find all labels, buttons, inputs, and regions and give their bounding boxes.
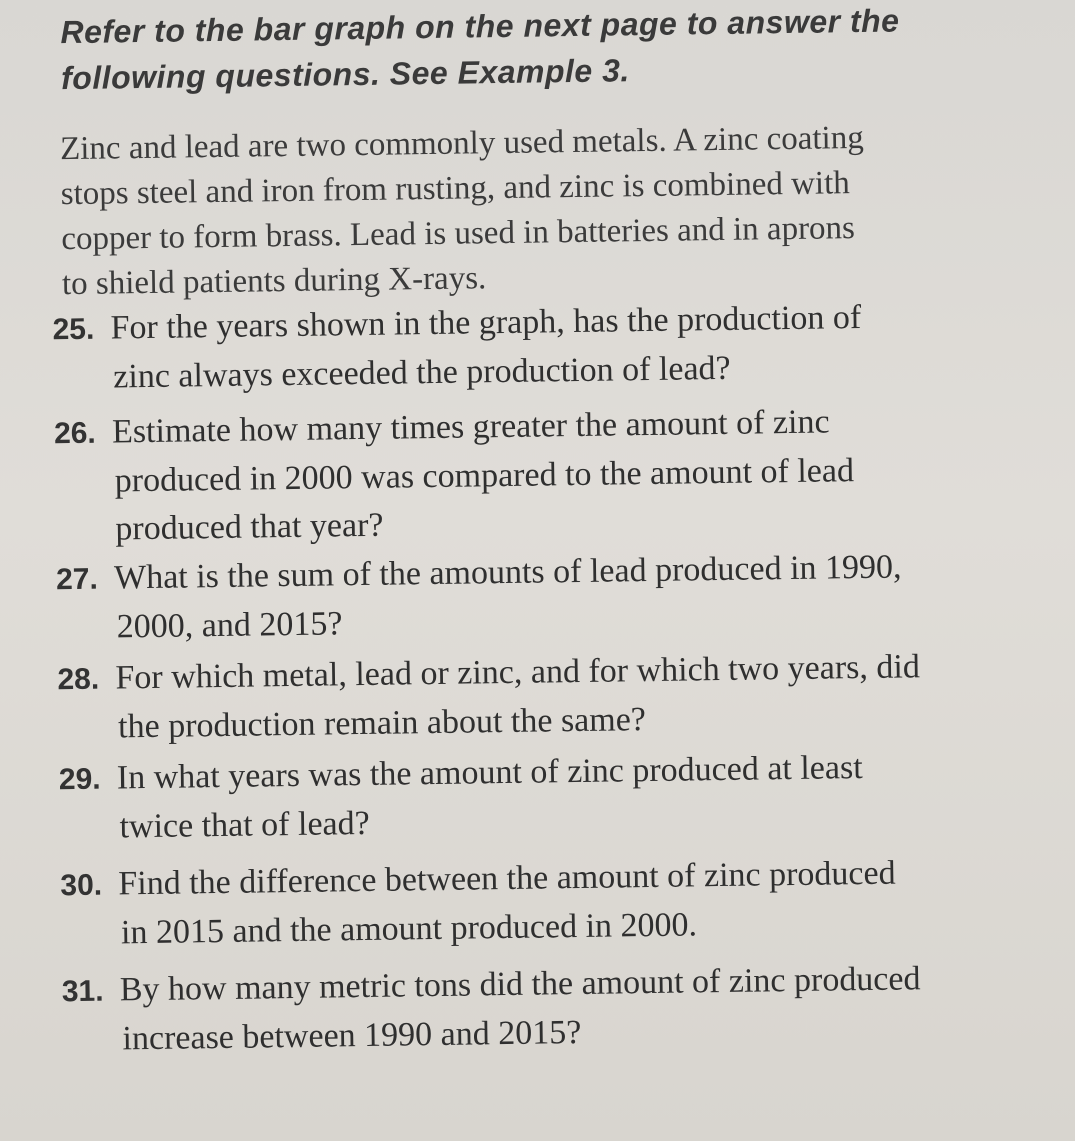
context-line-3: copper to form brass. Lead is used in batteries and in aprons bbox=[61, 210, 856, 258]
question-number: 31. bbox=[61, 974, 104, 1009]
question-number: 28. bbox=[57, 662, 100, 697]
context-line-2: stops steel and iron from rusting, and zinc is combined with bbox=[60, 165, 851, 213]
context-paragraph bbox=[60, 113, 1042, 307]
question-number: 30. bbox=[60, 868, 103, 903]
question-text: the production remain about the same? bbox=[117, 701, 647, 746]
question-number: 27. bbox=[55, 562, 99, 597]
question-text: Find the difference between the amount of zinc produced bbox=[118, 854, 896, 903]
question-25 bbox=[52, 291, 1043, 402]
question-text: 2000, and 2015? bbox=[116, 605, 343, 646]
instructions bbox=[60, 0, 1021, 101]
question-text: In what years was the amount of zinc produced at least bbox=[116, 749, 863, 797]
question-text: For the years shown in the graph, has the production of bbox=[110, 299, 862, 347]
question-text: Estimate how many times greater the amount of zinc bbox=[111, 403, 830, 451]
question-text: in 2015 and the amount produced in 2000. bbox=[120, 906, 698, 952]
question-26 bbox=[54, 395, 1046, 554]
question-text: twice that of lead? bbox=[119, 804, 370, 846]
question-28 bbox=[57, 641, 1048, 752]
question-number: 26. bbox=[53, 416, 97, 451]
question-30 bbox=[60, 847, 1051, 958]
instructions-line-2: following questions. See Example 3. bbox=[60, 52, 631, 97]
question-text: By how many metric tons did the amount of zinc produced bbox=[119, 960, 921, 1009]
instructions-line-1: Refer to the bar graph on the next page to answer the bbox=[60, 2, 900, 51]
question-29 bbox=[59, 741, 1050, 852]
question-text: For which metal, lead or zinc, and for which two years, did bbox=[115, 648, 921, 697]
question-text: produced that year? bbox=[115, 506, 384, 548]
question-number: 29. bbox=[58, 762, 101, 797]
question-number: 25. bbox=[52, 312, 95, 347]
question-text: produced in 2000 was compared to the amount of lead bbox=[114, 452, 855, 500]
context-line-4: to shield patients during X-rays. bbox=[61, 260, 487, 303]
context-line-1: Zinc and lead are two commonly used metals. A zinc coating bbox=[59, 119, 864, 168]
question-text: increase between 1990 and 2015? bbox=[122, 1013, 582, 1058]
question-27 bbox=[56, 541, 1047, 652]
question-31 bbox=[62, 953, 1053, 1064]
question-text: zinc always exceeded the production of lead? bbox=[113, 349, 731, 396]
question-text: What is the sum of the amounts of lead produced in 1990, bbox=[113, 548, 902, 597]
